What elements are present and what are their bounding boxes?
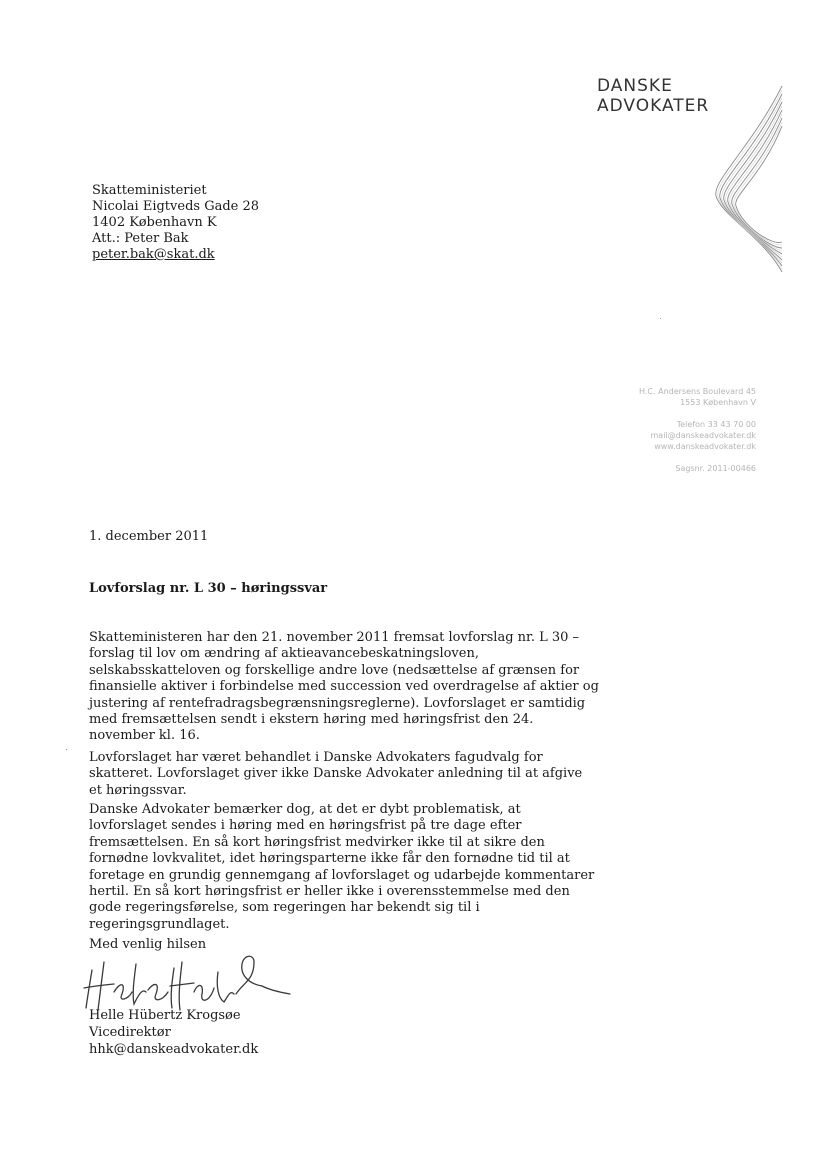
body-paragraph-3: Danske Advokater bemærker dog, at det er dybt problematisk, at lovforslaget sendes i høring med en høringsfrist på tre dage efter fremsættelsen. En så kort høringsfrist medvirker ikke til at sikre den fornødne lovkvalitet, idet høringsparterne ikke får den fornødne tid til at foretage en grundig gennemgang af lovforslaget og udarbejde kommentarer hertil. En så kort høringsfrist er heller ikke i overensstemmelse med den gode regeringsførelse, som regeringen har bekendt sig til i regeringsgrundlaget.: [89, 802, 595, 932]
logo-line-2: ADVOKATER: [597, 96, 710, 116]
recipient-street: Nicolai Eigtveds Gade 28: [92, 199, 260, 214]
sender-contact-block: [639, 386, 756, 474]
contact-phone: Telefon 33 43 70 00: [676, 420, 756, 429]
logo-line-1: DANSKE: [597, 76, 673, 96]
logo-swoosh-icon: [712, 86, 784, 272]
contact-street: H.C. Andersens Boulevard 45: [639, 387, 756, 396]
logo: [597, 78, 709, 115]
contact-web: www.danskeadvokater.dk: [654, 442, 756, 451]
closing-salutation: Med venlig hilsen: [89, 937, 207, 952]
letter-date: 1. december 2011: [89, 529, 209, 544]
contact-email: mail@danskeadvokater.dk: [650, 431, 756, 440]
letter-subject: Lovforslag nr. L 30 – høringssvar: [89, 581, 328, 596]
sender-email[interactable]: hhk@danskeadvokater.dk: [89, 1042, 259, 1057]
contact-city: 1553 København V: [680, 398, 756, 407]
body-paragraph-1: Skatteministeren har den 21. november 2011 fremsat lovforslag nr. L 30 – forslag til lov om ændring af aktieavancebeskatningsloven, selskabsskatteloven og forskellige andre love (nedsættelse af grænsen for finansielle aktiver i forbindelse med succession ved overdragelse af aktier og justering af rentefradragsbegrænsningsreglerne). Lovforslaget er samtidig med fremsættelsen sendt i ekstern høring med høringsfrist den 24. november kl. 16.: [89, 630, 599, 744]
recipient-email-link[interactable]: peter.bak@skat.dk: [92, 247, 215, 262]
recipient-city: 1402 København K: [92, 215, 217, 230]
contact-case-number: Sagsnr. 2011-00466: [675, 464, 756, 473]
scan-speck: [660, 318, 661, 319]
body-paragraph-2: Lovforslaget har været behandlet i Danske Advokaters fagudvalg for skatteret. Lovforslaget giver ikke Danske Advokater anledning til at afgive et høringssvar.: [89, 750, 583, 798]
signature-block: [89, 1007, 258, 1058]
recipient-address: [92, 183, 259, 263]
scan-speck: [66, 749, 67, 750]
recipient-attention: Att.: Peter Bak: [92, 231, 189, 246]
recipient-name: Skatteministeriet: [92, 183, 207, 198]
sender-name: Helle Hübertz Krogsøe: [89, 1008, 241, 1023]
sender-title: Vicedirektør: [89, 1025, 171, 1040]
